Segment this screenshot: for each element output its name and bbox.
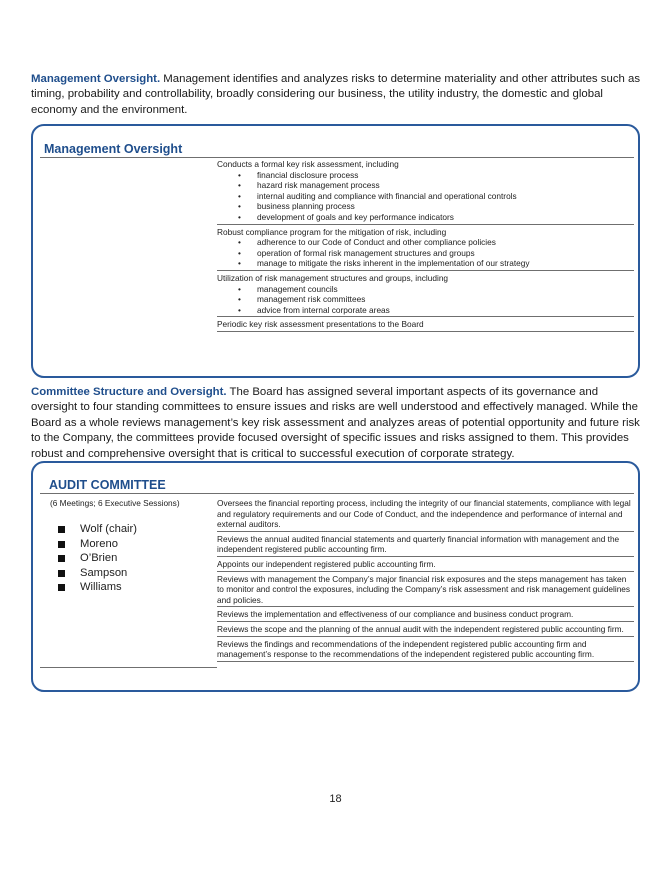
audit-member: Moreno: [58, 537, 137, 552]
management-bullet: • management councils: [217, 284, 634, 295]
management-bullet-list: [217, 170, 634, 223]
management-bullet: • management risk committees: [217, 294, 634, 305]
management-bullet: • development of goals and key performance indicators: [217, 212, 634, 223]
audit-box-title: AUDIT COMMITTEE: [49, 478, 166, 492]
management-bullet: • internal auditing and compliance with financial and operational controls: [217, 191, 634, 202]
management-row-heading: Utilization of risk management structures and groups, including: [217, 272, 449, 283]
audit-member: Sampson: [58, 566, 137, 581]
audit-members-list: [58, 522, 137, 595]
audit-member: Wolf (chair): [58, 522, 137, 537]
intro-paragraph: [31, 72, 643, 118]
management-bullet: • financial disclosure process: [217, 170, 634, 181]
management-bullet: • hazard risk management process: [217, 180, 634, 191]
audit-title-rule: [40, 493, 634, 494]
audit-duty: Oversees the financial reporting process, including the integrity of our financial statements, compliance with legal and regulatory requirements and our Code of Conduct, and the independence and performance of internal and external auditors.: [217, 496, 634, 532]
management-bullet: • business planning process: [217, 201, 634, 212]
audit-duties: [217, 496, 634, 662]
management-rows: [217, 157, 634, 332]
page-number: 18: [329, 793, 342, 805]
audit-duty: Reviews the annual audited financial statements and quarterly financial information with management and the independent registered public accounting firm.: [217, 532, 634, 557]
audit-duty: Reviews the findings and recommendations of the independent registered public accounting firm and management’s response to the recommendations of the independent registered public accounting firm.: [217, 637, 634, 662]
audit-duty: Reviews the implementation and effectiveness of our compliance and business conduct program.: [217, 607, 634, 622]
management-row: [217, 157, 634, 225]
audit-member: O’Brien: [58, 551, 137, 566]
management-box-title: Management Oversight: [44, 142, 183, 156]
management-row-heading: Conducts a formal key risk assessment, including: [217, 159, 399, 169]
committee-lead: Committee Structure and Oversight.: [31, 386, 227, 398]
management-row-heading: Periodic key risk assessment presentations to the Board: [217, 319, 424, 330]
audit-duty: Reviews the scope and the planning of the annual audit with the independent registered public accounting firm.: [217, 622, 634, 637]
audit-meetings: (6 Meetings; 6 Executive Sessions): [50, 498, 180, 508]
management-bullet: • operation of formal risk management structures and groups: [217, 248, 634, 259]
management-bullet: • adherence to our Code of Conduct and other compliance policies: [217, 237, 634, 248]
intro-lead: Management Oversight.: [31, 73, 161, 85]
audit-duty: Appoints our independent registered public accounting firm.: [217, 557, 634, 572]
management-row: [217, 271, 634, 317]
audit-member: Williams: [58, 580, 137, 595]
management-row-heading: Robust compliance program for the mitigation of risk, including: [217, 226, 447, 237]
management-row: [217, 317, 634, 332]
management-bullet-list: [217, 237, 634, 269]
management-row: [217, 225, 634, 271]
management-bullet: • advice from internal corporate areas: [217, 305, 634, 316]
audit-duty: Reviews with management the Company’s major financial risk exposures and the steps management has taken to monitor and control the exposures, including the Company’s risk assessment and risk management guidelines and policies.: [217, 572, 634, 608]
intro-text: Management identifies and analyzes risks to determine materiality and other attributes such as timing, probability and controllability, broadly considering our business, the utility industry, the domestic and global economy and the environment.: [31, 73, 641, 116]
committee-paragraph: [31, 385, 643, 462]
management-bullet: • manage to mitigate the risks inherent in the implementation of our strategy: [217, 258, 634, 269]
audit-left-bottom-rule: [40, 667, 217, 668]
committee-text: The Board has assigned several important aspects of its governance and oversight to four standing committees to ensure issues and risks are well understood and effectively managed. While the Board as a whole reviews management’s key risk assessment and analyzes areas of potential opportunity and future risk to the Company, the committees provide focused oversight of specific issues and risks assigned to them. This provides robust and comprehensive oversight that is critical to successful execution of corporate strategy.: [31, 386, 640, 460]
management-bullet-list: [217, 284, 634, 316]
